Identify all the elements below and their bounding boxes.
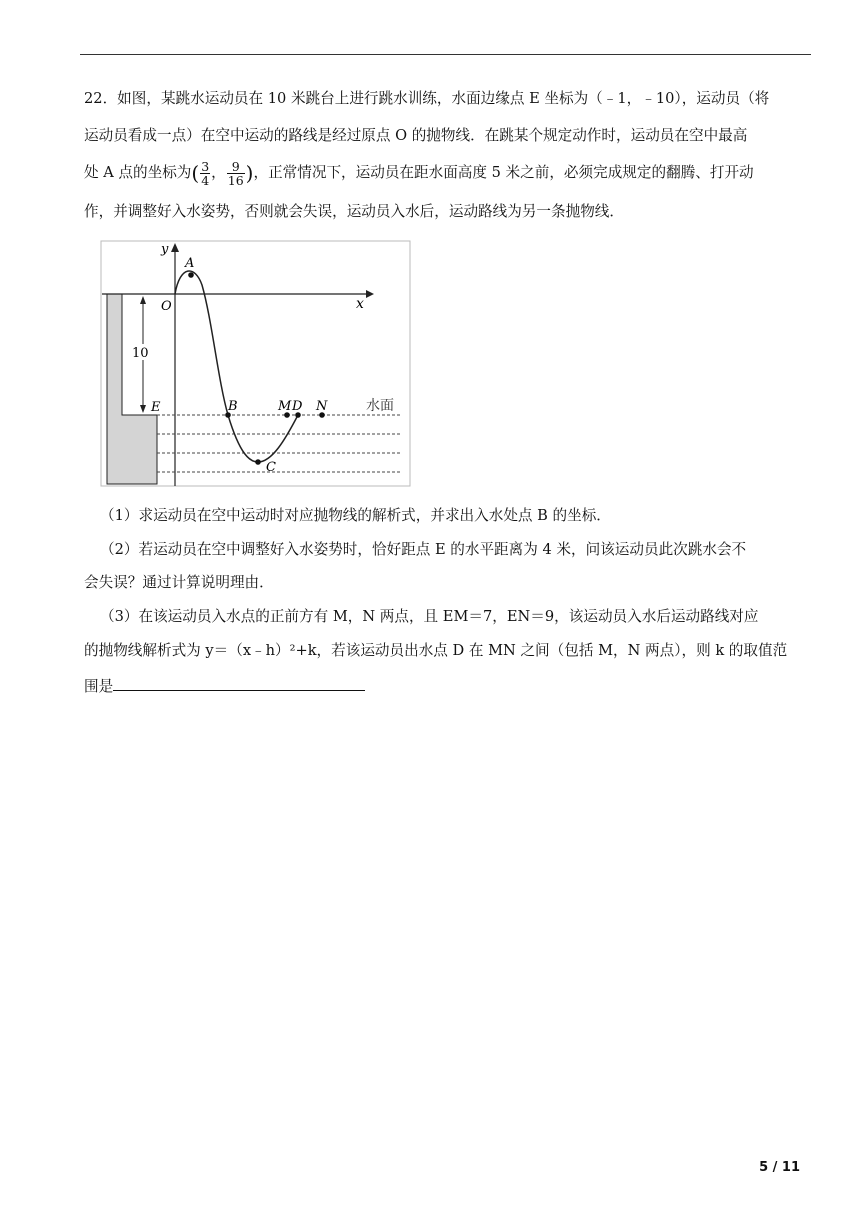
question-3-line-2: 的抛物线解析式为 y＝（x﹣h）²+k，若该运动员出水点 D 在 MN 之间（包括 M，N 两点），则 k 的取值范: [84, 642, 788, 659]
label-N: N: [316, 399, 328, 414]
point-C: [255, 459, 261, 465]
header-rule: [80, 54, 811, 55]
problem-line-3-end: ，正常情况下，运动员在距水面高度 5 米之前，必须完成规定的翻腾、打开动: [253, 164, 754, 181]
label-y: y: [161, 242, 169, 257]
diving-platform: [107, 294, 157, 484]
label-x: x: [356, 296, 364, 312]
problem-line-4: 作，并调整好入水姿势，否则就会失误，运动员入水后，运动路线为另一条抛物线．: [84, 203, 624, 220]
label-water: 水面: [366, 398, 394, 414]
problem-line-1: 22．如图，某跳水运动员在 10 米跳台上进行跳水训练，水面边缘点 E 坐标为（﹣1，﹣10），运动员（将: [84, 90, 770, 107]
y-axis-arrow: [171, 243, 179, 252]
fraction-three-quarters: $\frac{3}{4}$: [201, 158, 210, 188]
problem-line-3-start: 处 A 点的坐标为: [84, 164, 192, 181]
problem-line-3: 处 A 点的坐标为( $\frac{3}{4}$ ， $\frac{9}{16}$ )，正常情况下，运动员在距水面高度 5 米之前，必须完成规定的翻腾、打开动: [84, 158, 754, 188]
water-trajectory: [228, 415, 298, 462]
label-A: A: [185, 256, 195, 271]
air-trajectory: [175, 271, 228, 415]
label-M: M: [278, 399, 292, 414]
question-3-range-label: 围是: [84, 678, 114, 695]
diagram-figure: [100, 240, 412, 488]
label-O: O: [161, 299, 172, 314]
problem-line-2: 运动员看成一点）在空中运动的路线是经过原点 O 的抛物线．在跳某个规定动作时，运动员在空中最高: [84, 127, 748, 144]
label-E: E: [151, 400, 161, 415]
label-D: D: [292, 399, 303, 414]
fraction-nine-sixteenths: $\frac{9}{16}$: [227, 158, 244, 188]
page-number: 5 / 11: [759, 1160, 800, 1175]
label-10: 10: [132, 346, 149, 361]
answer-blank: [113, 676, 365, 691]
point-A: [188, 272, 194, 278]
question-1: （1）求运动员在空中运动时对应抛物线的解析式，并求出入水处点 B 的坐标．: [100, 507, 611, 524]
question-2-line-1: （2）若运动员在空中调整好入水姿势时，恰好距点 E 的水平距离为 4 米，问该运动员此次跳水会不: [100, 541, 747, 558]
label-C: C: [266, 460, 276, 475]
question-3-line-1: （3）在该运动员入水点的正前方有 M，N 两点，且 EM＝7，EN＝9，该运动员入水后运动路线对应: [100, 608, 759, 625]
label-B: B: [228, 399, 238, 414]
question-2-line-2: 会失误？通过计算说明理由．: [84, 574, 274, 591]
question-3-line-3: [84, 676, 812, 696]
dive-diagram: [100, 240, 412, 488]
x-axis-arrow: [366, 290, 374, 298]
